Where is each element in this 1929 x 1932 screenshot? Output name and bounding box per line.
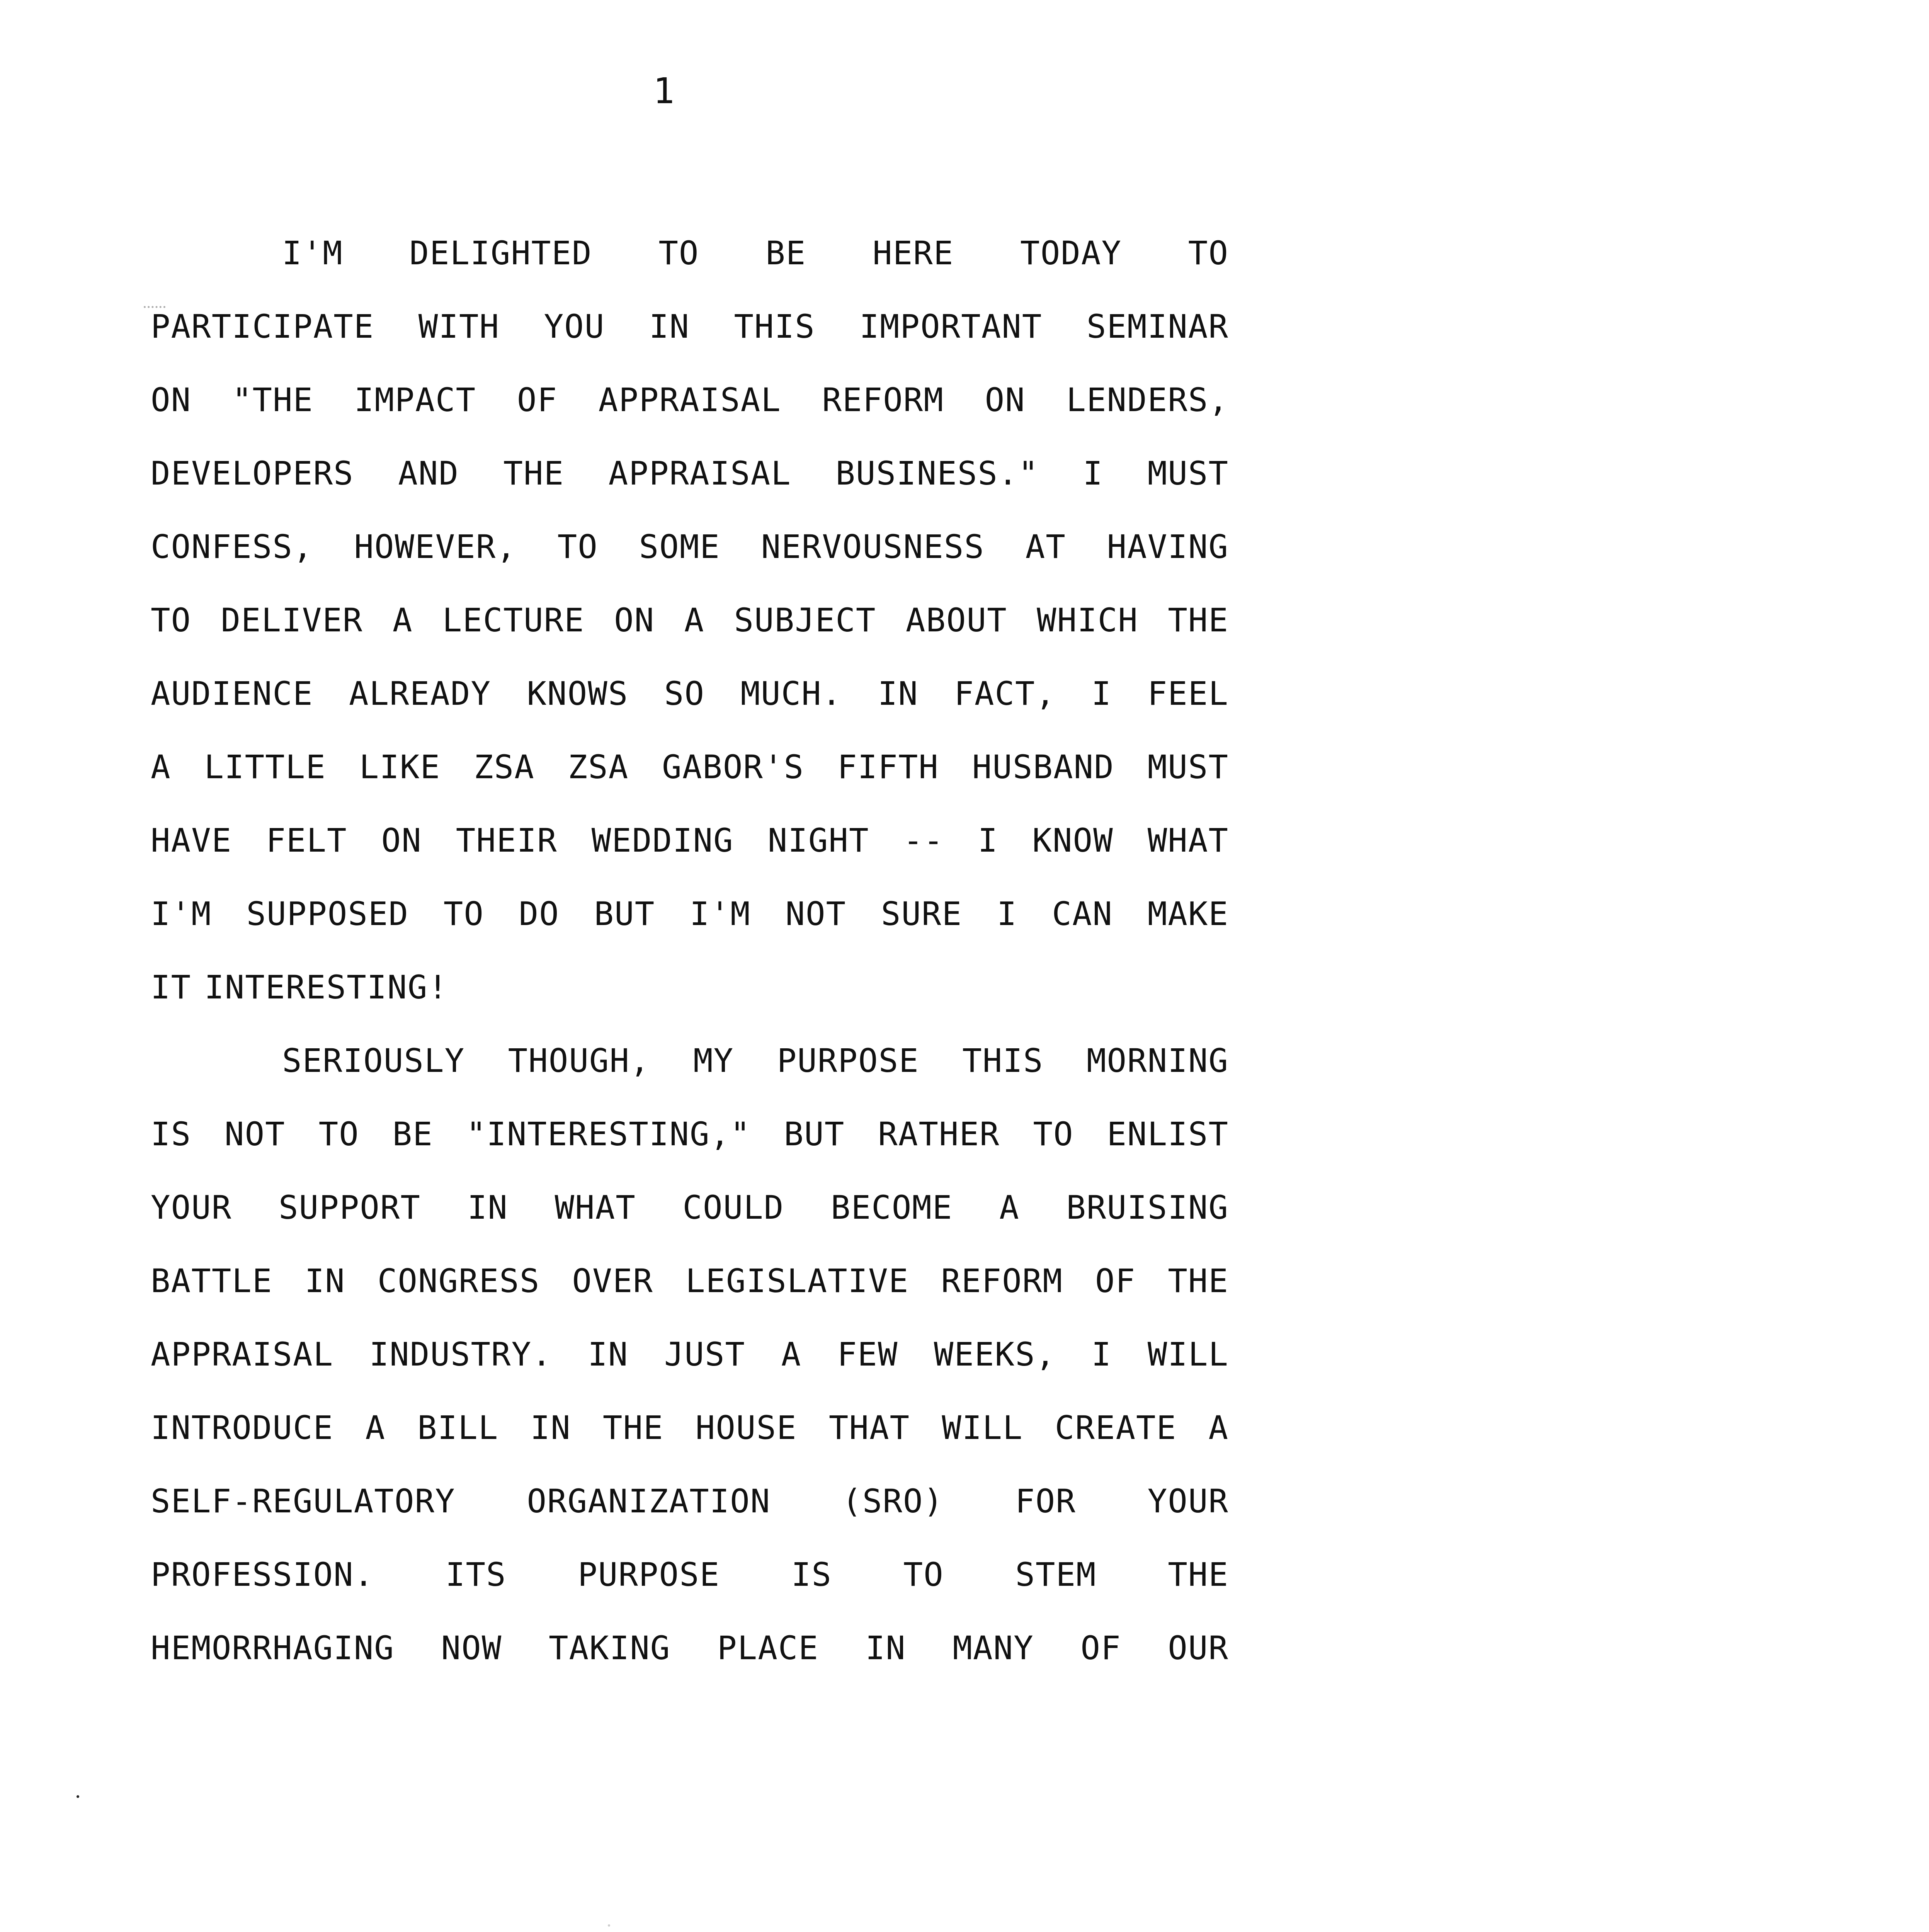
line-word: HUSBAND (972, 748, 1114, 786)
line-word: BUT (594, 895, 655, 933)
line-word: WEDDING (591, 821, 734, 859)
line-word: A (1208, 1409, 1229, 1447)
line-word: KNOW (1032, 821, 1114, 859)
line-word: BE (392, 1115, 433, 1153)
line-word: GABOR'S (662, 748, 805, 786)
line-word: CAN (1052, 895, 1113, 933)
paragraph-2-line-6 (151, 1391, 1229, 1464)
line-word: OF (1095, 1262, 1136, 1300)
line-word: WITH (418, 308, 500, 345)
line-word: HOWEVER, (354, 528, 517, 566)
line-word: SOME (639, 528, 720, 566)
line-word: TO (658, 234, 699, 272)
line-word: FACT, (954, 675, 1056, 713)
line-word: I'M (151, 895, 212, 933)
line-word: TO (318, 1115, 359, 1153)
line-word: A (365, 1409, 386, 1447)
paragraph-1-line-3 (151, 363, 1229, 437)
line-word: THOUGH, (508, 1042, 650, 1080)
line-word: THE (1168, 1556, 1229, 1594)
line-word: LITTLE (204, 748, 326, 786)
line-word: -- (903, 821, 944, 859)
line-word: CONFESS, (151, 528, 313, 566)
line-word: MAKE (1147, 895, 1229, 933)
line-word: ENLIST (1107, 1115, 1229, 1153)
line-word: IN (588, 1335, 629, 1373)
line-word: THE (503, 454, 565, 492)
line-word: AUDIENCE (151, 675, 313, 713)
line-word: ORGANIZATION (527, 1482, 771, 1520)
line-word: COULD (682, 1189, 784, 1226)
line-word: DELIVER (221, 601, 363, 639)
line-word: MORNING (1086, 1042, 1229, 1080)
line-word: PURPOSE (777, 1042, 919, 1080)
line-word: OUR (1168, 1629, 1229, 1667)
line-word: THIS (734, 308, 815, 345)
line-word: THE (1168, 1262, 1229, 1300)
line-word: IS (151, 1115, 192, 1153)
paragraph-2-line-7 (151, 1464, 1229, 1538)
line-word: ALREADY (349, 675, 492, 713)
line-word: APPRAISAL (598, 381, 781, 419)
paragraph-2-line-3 (151, 1171, 1229, 1244)
line-word: INTRODUCE (151, 1409, 334, 1447)
line-word: BILL (417, 1409, 499, 1447)
line-word: THEIR (456, 821, 558, 859)
line-word: HAVE (151, 821, 232, 859)
paragraph-1-line-8 (151, 730, 1229, 804)
line-word: WILL (942, 1409, 1023, 1447)
line-word: TAKING (548, 1629, 671, 1667)
line-word: I (1091, 675, 1112, 713)
line-word: TODAY (1020, 234, 1122, 272)
line-word: LECTURE (442, 601, 585, 639)
line-word: FEEL (1147, 675, 1229, 713)
line-word: SUPPORT (278, 1189, 421, 1226)
line-word: I'M (690, 895, 751, 933)
line-word: AT (1025, 528, 1066, 566)
line-word: MUST (1147, 454, 1229, 492)
line-word: IN (304, 1262, 345, 1300)
line-word: INTERESTING! (204, 968, 449, 1006)
paragraph-2 (151, 1024, 1229, 1685)
paragraph-1-line-11 (151, 951, 1229, 1024)
line-word: MY (693, 1042, 734, 1080)
line-word: JUST (664, 1335, 746, 1373)
line-word: CREATE (1055, 1409, 1177, 1447)
page-number: 1 (653, 70, 675, 112)
line-word: TO (443, 895, 484, 933)
line-word: A (392, 601, 413, 639)
line-word: I (1091, 1335, 1112, 1373)
line-word: HAVING (1107, 528, 1229, 566)
line-word: NOT (785, 895, 847, 933)
paragraph-1-line-10 (151, 877, 1229, 951)
paragraph-1-line-7 (151, 657, 1229, 730)
line-word: "INTERESTING," (466, 1115, 751, 1153)
line-word: PURPOSE (578, 1556, 720, 1594)
line-word: TO (557, 528, 598, 566)
line-word: (SRO) (842, 1482, 944, 1520)
line-word: PROFESSION. (151, 1556, 374, 1594)
line-word: BATTLE (151, 1262, 273, 1300)
line-word: IS (791, 1556, 832, 1594)
line-word: ITS (445, 1556, 507, 1594)
line-word: ZSA (568, 748, 629, 786)
line-word: RATHER (878, 1115, 1000, 1153)
line-word: BE (765, 234, 806, 272)
line-word: ZSA (473, 748, 535, 786)
line-word: I (997, 895, 1017, 933)
line-word: BRUISING (1066, 1189, 1229, 1226)
line-word: SURE (881, 895, 963, 933)
line-word: IMPACT (354, 381, 476, 419)
paragraph-1-line-6 (151, 583, 1229, 657)
line-word: LENDERS, (1066, 381, 1229, 419)
paragraph-2-line-9 (151, 1611, 1229, 1685)
line-word: TO (903, 1556, 944, 1594)
line-word: APPRAISAL (151, 1335, 334, 1373)
line-word: ON (151, 381, 192, 419)
line-word: BUSINESS." (835, 454, 1039, 492)
line-word: A (781, 1335, 802, 1373)
line-word: DO (519, 895, 560, 933)
stray-dot (77, 1795, 79, 1798)
line-word: ON (614, 601, 655, 639)
line-word: MANY (953, 1629, 1034, 1667)
line-word: ON (985, 381, 1026, 419)
line-word: HOUSE (695, 1409, 797, 1447)
line-word: YOU (544, 308, 605, 345)
line-word: THE (602, 1409, 664, 1447)
paragraph-1 (151, 216, 1229, 1024)
line-word: NERVOUSNESS (761, 528, 985, 566)
paragraph-2-line-4 (151, 1244, 1229, 1318)
line-word: SUPPOSED (246, 895, 409, 933)
line-word: A (684, 601, 705, 639)
paragraph-1-line-9 (151, 804, 1229, 877)
line-word: DEVELOPERS (151, 454, 354, 492)
line-word: REFORM (941, 1262, 1063, 1300)
line-word: IMPORTANT (859, 308, 1043, 345)
line-word: FOR (1015, 1482, 1076, 1520)
paragraph-1-line-5 (151, 510, 1229, 583)
line-word: SUBJECT (734, 601, 876, 639)
line-word: I (1083, 454, 1104, 492)
line-word: THE (1168, 601, 1229, 639)
line-word: OF (1080, 1629, 1121, 1667)
line-word: IN (865, 1629, 906, 1667)
line-word: NOT (225, 1115, 286, 1153)
line-word: TO (151, 601, 192, 639)
line-word: WHAT (1147, 821, 1229, 859)
line-word: OF (517, 381, 558, 419)
line-word: IN (530, 1409, 571, 1447)
line-word: TO (1188, 234, 1229, 272)
line-word: WHAT (555, 1189, 636, 1226)
line-word: YOUR (1147, 1482, 1229, 1520)
line-word: WHICH (1037, 601, 1138, 639)
line-word: PARTICIPATE (151, 308, 374, 345)
line-word: REFORM (822, 381, 944, 419)
line-word: PLACE (717, 1629, 819, 1667)
line-word: SELF-REGULATORY (151, 1482, 456, 1520)
line-word: INDUSTRY. (369, 1335, 552, 1373)
line-word: BUT (784, 1115, 845, 1153)
line-word: HEMORRHAGING (151, 1629, 395, 1667)
line-word: WILL (1147, 1335, 1229, 1373)
line-word: CONGRESS (377, 1262, 540, 1300)
line-word: BECOME (831, 1189, 953, 1226)
line-word: KNOWS (527, 675, 629, 713)
line-word: THIS (962, 1042, 1044, 1080)
line-word: DELIGHTED (409, 234, 592, 272)
line-word: LIKE (359, 748, 441, 786)
paragraph-1-line-1 (151, 216, 1229, 290)
line-word: AND (398, 454, 459, 492)
line-word: SEMINAR (1086, 308, 1229, 345)
line-word: APPRAISAL (608, 454, 791, 492)
line-word: ON (381, 821, 422, 859)
line-word: MUST (1147, 748, 1229, 786)
line-word: FEW (837, 1335, 898, 1373)
paragraph-2-line-1 (151, 1024, 1229, 1097)
line-word: LEGISLATIVE (685, 1262, 909, 1300)
line-word: ABOUT (905, 601, 1007, 639)
line-word: NIGHT (767, 821, 869, 859)
line-word: STEM (1015, 1556, 1097, 1594)
line-word: FELT (266, 821, 347, 859)
line-word: IN (467, 1189, 508, 1226)
line-word: SO (664, 675, 705, 713)
line-word: OVER (572, 1262, 653, 1300)
faint-dot (608, 1924, 610, 1927)
line-word: IT (151, 968, 192, 1006)
line-word: WEEKS, (934, 1335, 1056, 1373)
line-word: SERIOUSLY (282, 1042, 465, 1080)
line-word: A (999, 1189, 1020, 1226)
line-word: A (151, 748, 171, 786)
line-word: FIFTH (837, 748, 939, 786)
paragraph-1-line-4 (151, 437, 1229, 510)
line-word: THAT (828, 1409, 910, 1447)
line-word: MUCH. (740, 675, 842, 713)
paragraph-2-line-2 (151, 1097, 1229, 1171)
line-word: I (978, 821, 999, 859)
paragraph-1-line-2 (151, 290, 1229, 363)
line-word: I'M (282, 234, 343, 272)
line-word: NOW (441, 1629, 502, 1667)
paragraph-2-line-5 (151, 1318, 1229, 1391)
line-word: HERE (873, 234, 954, 272)
line-word: TO (1033, 1115, 1074, 1153)
line-word: IN (878, 675, 919, 713)
line-word: "THE (232, 381, 314, 419)
paragraph-2-line-8 (151, 1538, 1229, 1611)
line-word: IN (649, 308, 690, 345)
line-word: YOUR (151, 1189, 232, 1226)
